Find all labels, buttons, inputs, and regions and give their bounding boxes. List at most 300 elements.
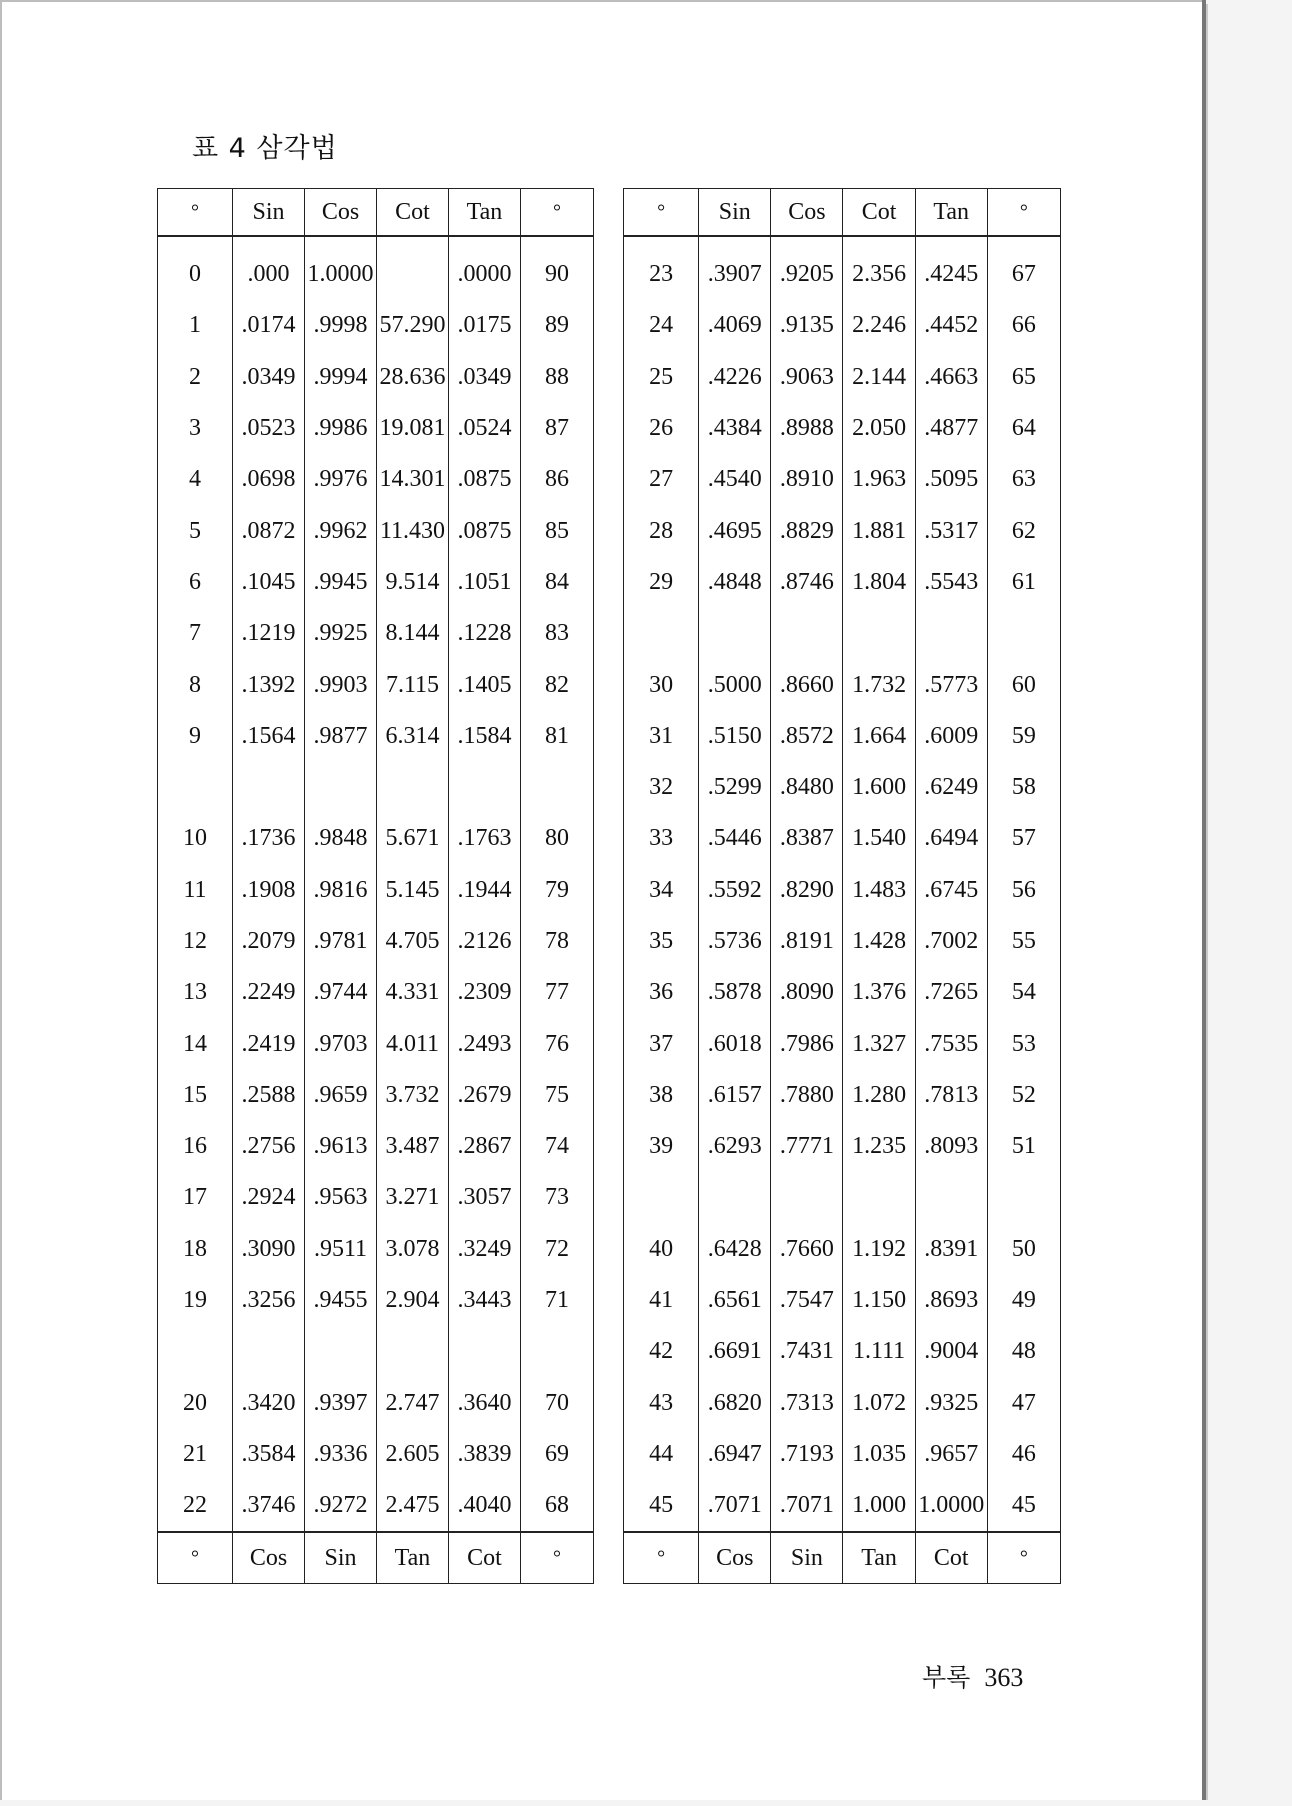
- table-row: [158, 865, 594, 916]
- cell-cot: 1.111: [843, 1326, 915, 1377]
- table-row: [158, 711, 594, 762]
- cell-tan: .0000: [449, 236, 521, 300]
- cell-cot: 1.881: [843, 505, 915, 556]
- cell-cot: 1.150: [843, 1275, 915, 1326]
- cell-sin: .5299: [699, 762, 771, 813]
- table-row: [158, 505, 594, 556]
- cell-cos: 1.0000: [305, 236, 377, 300]
- col-footer-deg: °: [624, 1532, 699, 1584]
- table-row: [624, 967, 1061, 1018]
- cell-sin: .2588: [233, 1070, 305, 1121]
- cell-comp-deg: 90: [521, 236, 594, 300]
- cell-comp-deg: 73: [521, 1172, 594, 1223]
- cell-comp-deg: 52: [987, 1070, 1060, 1121]
- cell-comp-deg: [987, 608, 1060, 659]
- cell-cot: 1.192: [843, 1224, 915, 1275]
- cell-tan: .0524: [449, 403, 521, 454]
- cell-deg: [624, 608, 699, 659]
- cell-deg: 35: [624, 916, 699, 967]
- cell-deg: 37: [624, 1018, 699, 1069]
- cell-comp-deg: 82: [521, 659, 594, 710]
- cell-cos: .9613: [305, 1121, 377, 1172]
- cell-sin: .0698: [233, 454, 305, 505]
- cell-tan: .9657: [915, 1429, 987, 1480]
- cell-cos: .7193: [771, 1429, 843, 1480]
- cell-sin: .2756: [233, 1121, 305, 1172]
- cell-deg: 12: [158, 916, 233, 967]
- table-row: [158, 1018, 594, 1069]
- col-footer-cot: Tan: [843, 1532, 915, 1584]
- table-row: [624, 813, 1061, 864]
- cell-deg: 10: [158, 813, 233, 864]
- footer-row: [624, 1532, 1061, 1584]
- cell-sin: .0523: [233, 403, 305, 454]
- cell-sin: [699, 608, 771, 659]
- cell-sin: .6820: [699, 1378, 771, 1429]
- appendix-label: 부록: [922, 1663, 971, 1692]
- cell-comp-deg: 84: [521, 557, 594, 608]
- cell-tan: .1051: [449, 557, 521, 608]
- cell-comp-deg: 88: [521, 352, 594, 403]
- cell-deg: 11: [158, 865, 233, 916]
- cell-deg: 41: [624, 1275, 699, 1326]
- cell-tan: .4452: [915, 300, 987, 351]
- cell-cos: .8090: [771, 967, 843, 1018]
- cell-cot: 7.115: [377, 659, 449, 710]
- cell-comp-deg: 72: [521, 1224, 594, 1275]
- cell-comp-deg: 45: [987, 1480, 1060, 1532]
- cell-cos: [305, 1326, 377, 1377]
- cell-cot: 1.483: [843, 865, 915, 916]
- table-row: [624, 1121, 1061, 1172]
- cell-comp-deg: 56: [987, 865, 1060, 916]
- cell-cot: 1.327: [843, 1018, 915, 1069]
- cell-cot: 1.732: [843, 659, 915, 710]
- cell-deg: [158, 1326, 233, 1377]
- cell-cos: .8660: [771, 659, 843, 710]
- table-row: [624, 762, 1061, 813]
- table-row: [158, 608, 594, 659]
- col-header-deg: °: [624, 189, 699, 237]
- table-row: [158, 236, 594, 300]
- cell-cot: 1.235: [843, 1121, 915, 1172]
- cell-tan: [449, 762, 521, 813]
- cell-sin: .0174: [233, 300, 305, 351]
- cell-cos: .7313: [771, 1378, 843, 1429]
- cell-tan: .7002: [915, 916, 987, 967]
- cell-deg: 23: [624, 236, 699, 300]
- cell-sin: .5000: [699, 659, 771, 710]
- cell-cot: [377, 762, 449, 813]
- cell-sin: .2419: [233, 1018, 305, 1069]
- cell-cos: .9205: [771, 236, 843, 300]
- cell-comp-deg: 47: [987, 1378, 1060, 1429]
- cell-deg: 32: [624, 762, 699, 813]
- cell-tan: .6249: [915, 762, 987, 813]
- cell-tan: .2126: [449, 916, 521, 967]
- col-footer-sin: Cos: [699, 1532, 771, 1584]
- page-edge-shadow: [1206, 4, 1208, 1800]
- cell-tan: .4245: [915, 236, 987, 300]
- cell-cot: 1.664: [843, 711, 915, 762]
- cell-cos: .9945: [305, 557, 377, 608]
- cell-cot: 9.514: [377, 557, 449, 608]
- cell-comp-deg: 63: [987, 454, 1060, 505]
- cell-cos: .9659: [305, 1070, 377, 1121]
- cell-sin: [233, 762, 305, 813]
- table-row: [158, 813, 594, 864]
- cell-cos: .8480: [771, 762, 843, 813]
- cell-cos: .9563: [305, 1172, 377, 1223]
- spacer-row: [624, 1172, 1061, 1223]
- cell-cot: 2.356: [843, 236, 915, 300]
- table-row: [158, 300, 594, 351]
- cell-cos: .9455: [305, 1275, 377, 1326]
- cell-cos: .8290: [771, 865, 843, 916]
- col-footer-sin: Cos: [233, 1532, 305, 1584]
- col-footer-tan: Cot: [915, 1532, 987, 1584]
- cell-comp-deg: 80: [521, 813, 594, 864]
- table-row: [624, 505, 1061, 556]
- cell-comp-deg: 53: [987, 1018, 1060, 1069]
- cell-comp-deg: 78: [521, 916, 594, 967]
- col-header-cot: Cot: [843, 189, 915, 237]
- cell-comp-deg: 60: [987, 659, 1060, 710]
- cell-tan: .3443: [449, 1275, 521, 1326]
- cell-tan: [915, 608, 987, 659]
- cell-tan: .8391: [915, 1224, 987, 1275]
- cell-cos: .7771: [771, 1121, 843, 1172]
- cell-cot: 1.540: [843, 813, 915, 864]
- cell-tan: .1405: [449, 659, 521, 710]
- cell-comp-deg: 87: [521, 403, 594, 454]
- page-footer: [922, 1658, 1023, 1694]
- cell-deg: 17: [158, 1172, 233, 1223]
- cell-sin: .000: [233, 236, 305, 300]
- cell-deg: 3: [158, 403, 233, 454]
- cell-cos: [305, 762, 377, 813]
- cell-comp-deg: 75: [521, 1070, 594, 1121]
- table-title: 표 4 삼각법: [192, 133, 338, 164]
- cell-comp-deg: 61: [987, 557, 1060, 608]
- col-header-comp-deg: °: [521, 189, 594, 237]
- col-footer-tan: Cot: [449, 1532, 521, 1584]
- cell-cot: 11.430: [377, 505, 449, 556]
- cell-deg: 42: [624, 1326, 699, 1377]
- cell-deg: 0: [158, 236, 233, 300]
- cell-cot: 1.428: [843, 916, 915, 967]
- cell-tan: .6745: [915, 865, 987, 916]
- cell-cos: .9135: [771, 300, 843, 351]
- cell-cot: 3.271: [377, 1172, 449, 1223]
- cell-comp-deg: 59: [987, 711, 1060, 762]
- col-header-cot: Cot: [377, 189, 449, 237]
- cell-tan: [449, 1326, 521, 1377]
- cell-sin: .0349: [233, 352, 305, 403]
- cell-deg: 7: [158, 608, 233, 659]
- cell-cos: .9336: [305, 1429, 377, 1480]
- cell-cot: 4.331: [377, 967, 449, 1018]
- table-row: [624, 1275, 1061, 1326]
- col-header-cos: Cos: [305, 189, 377, 237]
- cell-sin: .3584: [233, 1429, 305, 1480]
- cell-cot: 1.376: [843, 967, 915, 1018]
- table-row: [158, 1429, 594, 1480]
- header-row: [624, 189, 1061, 237]
- table-row: [158, 916, 594, 967]
- cell-tan: .0175: [449, 300, 521, 351]
- footer-row: [158, 1532, 594, 1584]
- col-footer-deg: °: [158, 1532, 233, 1584]
- table-row: [624, 454, 1061, 505]
- cell-cot: 1.280: [843, 1070, 915, 1121]
- cell-sin: .6157: [699, 1070, 771, 1121]
- table-row: [624, 236, 1061, 300]
- cell-cos: [771, 608, 843, 659]
- cell-cot: 5.145: [377, 865, 449, 916]
- cell-comp-deg: 62: [987, 505, 1060, 556]
- header-row: [158, 189, 594, 237]
- cell-sin: .2079: [233, 916, 305, 967]
- cell-comp-deg: 71: [521, 1275, 594, 1326]
- cell-deg: 29: [624, 557, 699, 608]
- cell-deg: 33: [624, 813, 699, 864]
- cell-comp-deg: 50: [987, 1224, 1060, 1275]
- cell-comp-deg: 86: [521, 454, 594, 505]
- cell-tan: .5543: [915, 557, 987, 608]
- cell-tan: [915, 1172, 987, 1223]
- cell-deg: 45: [624, 1480, 699, 1532]
- cell-sin: .2249: [233, 967, 305, 1018]
- cell-comp-deg: 57: [987, 813, 1060, 864]
- cell-cot: 2.475: [377, 1480, 449, 1532]
- table-row: [624, 1429, 1061, 1480]
- cell-comp-deg: 55: [987, 916, 1060, 967]
- cell-cot: [377, 236, 449, 300]
- cell-tan: .1944: [449, 865, 521, 916]
- table-row: [624, 659, 1061, 710]
- cell-sin: .4069: [699, 300, 771, 351]
- cell-comp-deg: 48: [987, 1326, 1060, 1377]
- cell-deg: 40: [624, 1224, 699, 1275]
- col-header-sin: Sin: [233, 189, 305, 237]
- cell-deg: 1: [158, 300, 233, 351]
- cell-tan: .0875: [449, 505, 521, 556]
- col-footer-cos: Sin: [771, 1532, 843, 1584]
- table-row: [158, 557, 594, 608]
- table-row: [158, 967, 594, 1018]
- col-header-cos: Cos: [771, 189, 843, 237]
- cell-sin: .1908: [233, 865, 305, 916]
- table-row: [624, 916, 1061, 967]
- spacer-row: [624, 608, 1061, 659]
- cell-tan: .4663: [915, 352, 987, 403]
- cell-deg: 22: [158, 1480, 233, 1532]
- cell-comp-deg: 66: [987, 300, 1060, 351]
- cell-sin: .6428: [699, 1224, 771, 1275]
- cell-cos: .9998: [305, 300, 377, 351]
- cell-sin: .3256: [233, 1275, 305, 1326]
- table-row: [158, 659, 594, 710]
- table-row: [624, 1224, 1061, 1275]
- cell-cot: 1.072: [843, 1378, 915, 1429]
- cell-cos: .8191: [771, 916, 843, 967]
- cell-sin: .3907: [699, 236, 771, 300]
- cell-cot: [843, 608, 915, 659]
- cell-sin: .5446: [699, 813, 771, 864]
- cell-deg: 8: [158, 659, 233, 710]
- cell-sin: .1736: [233, 813, 305, 864]
- table-row: [158, 352, 594, 403]
- cell-sin: .4384: [699, 403, 771, 454]
- cell-cos: .9986: [305, 403, 377, 454]
- cell-deg: 38: [624, 1070, 699, 1121]
- cell-comp-deg: 51: [987, 1121, 1060, 1172]
- cell-tan: .5317: [915, 505, 987, 556]
- cell-deg: 43: [624, 1378, 699, 1429]
- cell-deg: 19: [158, 1275, 233, 1326]
- cell-cot: 2.605: [377, 1429, 449, 1480]
- cell-comp-deg: 64: [987, 403, 1060, 454]
- cell-cos: [771, 1172, 843, 1223]
- cell-deg: 20: [158, 1378, 233, 1429]
- col-footer-cot: Tan: [377, 1532, 449, 1584]
- table-row: [158, 1172, 594, 1223]
- table-row: [624, 1378, 1061, 1429]
- cell-tan: .0875: [449, 454, 521, 505]
- cell-tan: .2309: [449, 967, 521, 1018]
- cell-comp-deg: 76: [521, 1018, 594, 1069]
- trig-table-left: [157, 188, 594, 1584]
- col-header-comp-deg: °: [987, 189, 1060, 237]
- cell-cot: 1.000: [843, 1480, 915, 1532]
- col-footer-cos: Sin: [305, 1532, 377, 1584]
- cell-deg: 39: [624, 1121, 699, 1172]
- table-row: [158, 454, 594, 505]
- table-row: [624, 300, 1061, 351]
- cell-cot: 19.081: [377, 403, 449, 454]
- cell-cos: .8910: [771, 454, 843, 505]
- table-row: [158, 1121, 594, 1172]
- cell-deg: 18: [158, 1224, 233, 1275]
- table-row: [624, 711, 1061, 762]
- cell-cos: .9063: [771, 352, 843, 403]
- cell-deg: 27: [624, 454, 699, 505]
- cell-deg: [158, 762, 233, 813]
- cell-sin: .0872: [233, 505, 305, 556]
- spacer-row: [158, 1326, 594, 1377]
- cell-tan: .9325: [915, 1378, 987, 1429]
- cell-comp-deg: 83: [521, 608, 594, 659]
- col-header-tan: Tan: [915, 189, 987, 237]
- cell-cot: 2.144: [843, 352, 915, 403]
- cell-deg: 6: [158, 557, 233, 608]
- col-header-deg: °: [158, 189, 233, 237]
- cell-comp-deg: 49: [987, 1275, 1060, 1326]
- cell-sin: .1564: [233, 711, 305, 762]
- cell-cos: .8387: [771, 813, 843, 864]
- cell-cot: 1.963: [843, 454, 915, 505]
- cell-sin: .6561: [699, 1275, 771, 1326]
- cell-comp-deg: 77: [521, 967, 594, 1018]
- cell-cot: 3.732: [377, 1070, 449, 1121]
- cell-deg: 30: [624, 659, 699, 710]
- cell-tan: .1763: [449, 813, 521, 864]
- cell-sin: .5736: [699, 916, 771, 967]
- cell-sin: [699, 1172, 771, 1223]
- cell-comp-deg: 46: [987, 1429, 1060, 1480]
- table-row: [624, 352, 1061, 403]
- cell-comp-deg: 67: [987, 236, 1060, 300]
- cell-sin: .4695: [699, 505, 771, 556]
- cell-sin: .6018: [699, 1018, 771, 1069]
- cell-cos: .8746: [771, 557, 843, 608]
- cell-cot: 4.011: [377, 1018, 449, 1069]
- cell-comp-deg: [987, 1172, 1060, 1223]
- cell-tan: .7535: [915, 1018, 987, 1069]
- cell-tan: .9004: [915, 1326, 987, 1377]
- cell-cot: 4.705: [377, 916, 449, 967]
- cell-cos: .7880: [771, 1070, 843, 1121]
- cell-deg: 44: [624, 1429, 699, 1480]
- cell-cot: 1.804: [843, 557, 915, 608]
- cell-sin: .4848: [699, 557, 771, 608]
- cell-tan: .6009: [915, 711, 987, 762]
- col-header-sin: Sin: [699, 189, 771, 237]
- cell-tan: .3057: [449, 1172, 521, 1223]
- cell-cot: 5.671: [377, 813, 449, 864]
- cell-comp-deg: 68: [521, 1480, 594, 1532]
- cell-cot: 3.487: [377, 1121, 449, 1172]
- cell-sin: .6947: [699, 1429, 771, 1480]
- cell-cos: .9994: [305, 352, 377, 403]
- cell-cos: .7547: [771, 1275, 843, 1326]
- cell-comp-deg: 69: [521, 1429, 594, 1480]
- cell-comp-deg: 79: [521, 865, 594, 916]
- cell-tan: .8093: [915, 1121, 987, 1172]
- table-row: [624, 557, 1061, 608]
- cell-comp-deg: 89: [521, 300, 594, 351]
- cell-cos: .8829: [771, 505, 843, 556]
- cell-sin: .1045: [233, 557, 305, 608]
- cell-comp-deg: 81: [521, 711, 594, 762]
- cell-deg: 34: [624, 865, 699, 916]
- cell-tan: .3249: [449, 1224, 521, 1275]
- cell-deg: 28: [624, 505, 699, 556]
- cell-tan: .5095: [915, 454, 987, 505]
- cell-cot: 8.144: [377, 608, 449, 659]
- cell-cos: .9397: [305, 1378, 377, 1429]
- cell-cos: .8988: [771, 403, 843, 454]
- cell-tan: .3839: [449, 1429, 521, 1480]
- cell-tan: .3640: [449, 1378, 521, 1429]
- cell-comp-deg: 70: [521, 1378, 594, 1429]
- cell-tan: .0349: [449, 352, 521, 403]
- cell-tan: .4877: [915, 403, 987, 454]
- cell-tan: .1228: [449, 608, 521, 659]
- cell-cos: .9744: [305, 967, 377, 1018]
- cell-comp-deg: 54: [987, 967, 1060, 1018]
- cell-cot: 1.035: [843, 1429, 915, 1480]
- cell-tan: .7265: [915, 967, 987, 1018]
- cell-sin: .5878: [699, 967, 771, 1018]
- cell-sin: .6691: [699, 1326, 771, 1377]
- cell-comp-deg: 74: [521, 1121, 594, 1172]
- table-row: [624, 403, 1061, 454]
- cell-cot: [843, 1172, 915, 1223]
- cell-cos: .7986: [771, 1018, 843, 1069]
- cell-deg: 13: [158, 967, 233, 1018]
